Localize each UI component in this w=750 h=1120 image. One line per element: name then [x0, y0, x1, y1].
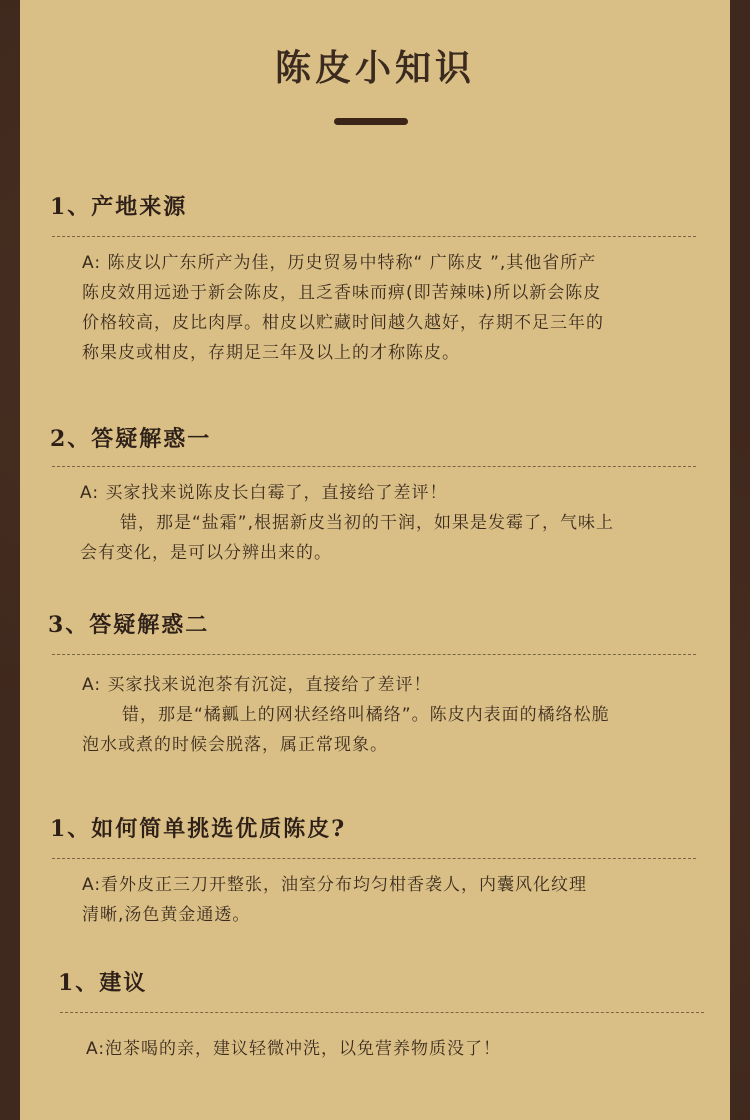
- text-line: 错，那是“橘瓤上的网状经络叫橘络”。陈皮内表面的橘络松脆: [122, 705, 610, 725]
- section-body-selection: [82, 870, 587, 930]
- section-divider: [52, 236, 696, 237]
- title-underline: [334, 118, 408, 125]
- text-line: 称果皮或柑皮，存期足三年及以上的才称陈皮。: [82, 343, 460, 363]
- text-line: 会有变化，是可以分辨出来的。: [80, 543, 332, 563]
- section-body-origin: [82, 248, 604, 368]
- text-line: A: 陈皮以广东所产为佳，历史贸易中特称“ 广陈皮 ”,其他省所产: [82, 253, 597, 273]
- text-line: 价格较高，皮比肉厚。柑皮以贮藏时间越久越好，存期不足三年的: [82, 313, 604, 333]
- page-title: 陈皮小知识: [274, 47, 475, 89]
- text-line: A: 买家找来说陈皮长白霉了，直接给了差评！: [80, 483, 448, 503]
- section-divider: [52, 654, 696, 655]
- text-line: 泡水或煮的时候会脱落，属正常现象。: [82, 735, 388, 755]
- section-heading-faq-2: 3、答疑解惑二: [48, 612, 210, 638]
- text-line: 错，那是“盐霜”,根据新皮当初的干润，如果是发霉了，气味上: [120, 513, 615, 533]
- section-divider: [52, 858, 696, 859]
- section-body-advice: [86, 1034, 501, 1064]
- text-line: A: 买家找来说泡茶有沉淀，直接给了差评！: [82, 675, 432, 695]
- text-line: 陈皮效用远逊于新会陈皮，且乏香味而痹(即苦辣味)所以新会陈皮: [82, 283, 602, 303]
- text-line: A:看外皮正三刀开整张，油室分布均匀柑香袭人，内囊风化纹理: [82, 875, 588, 895]
- section-heading-faq-1: 2、答疑解惑一: [50, 426, 212, 452]
- section-body-faq-1: [80, 478, 614, 568]
- section-heading-origin: 1、产地来源: [50, 194, 188, 220]
- text-line: 清晰,汤色黄金通透。: [82, 905, 251, 925]
- section-divider: [60, 1012, 704, 1013]
- section-body-faq-2: [82, 670, 610, 760]
- section-divider: [52, 466, 696, 467]
- section-heading-selection: 1、如何简单挑选优质陈皮?: [50, 816, 347, 842]
- content-panel: [20, 0, 730, 1120]
- section-heading-advice: 1、建议: [58, 970, 148, 996]
- text-line: A:泡茶喝的亲，建议轻微冲洗，以免营养物质没了！: [86, 1039, 502, 1059]
